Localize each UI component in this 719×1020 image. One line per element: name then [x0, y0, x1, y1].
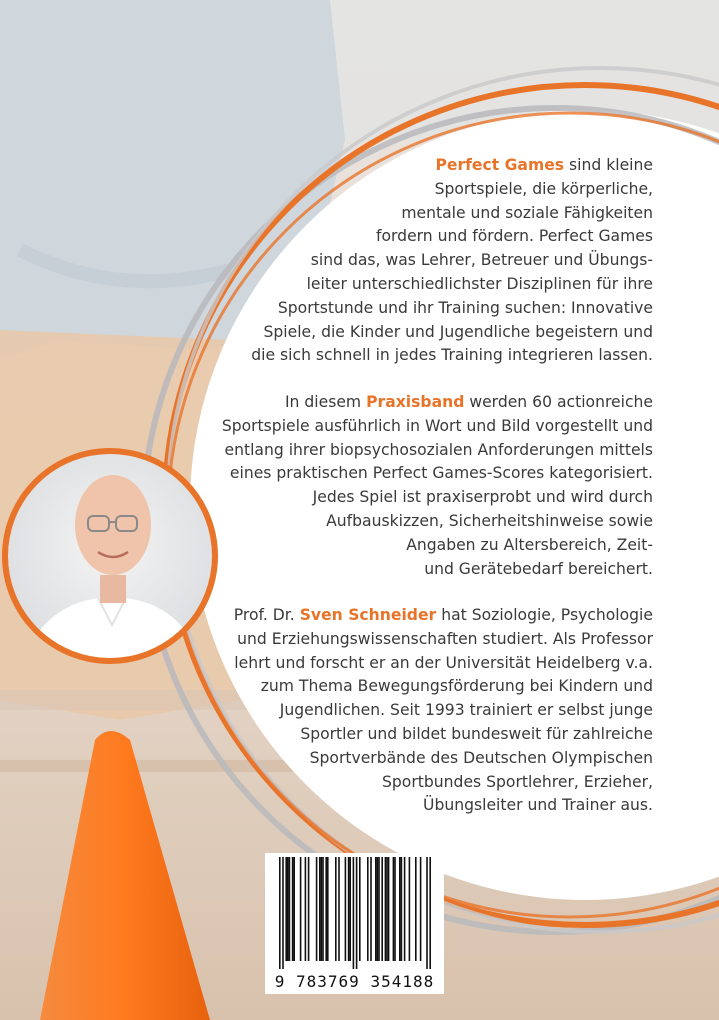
barcode-bar	[359, 857, 361, 961]
barcode-bar	[285, 857, 287, 961]
barcode-bar	[393, 857, 395, 961]
isbn-barcode	[265, 853, 444, 994]
text-segment: Aufbauskizzen, Sicherheitshinweise sowie	[326, 511, 653, 530]
barcode-bar	[327, 857, 329, 961]
text-segment: Prof. Dr.	[233, 606, 300, 624]
text-line	[251, 297, 653, 321]
barcode-bar	[321, 857, 323, 961]
text-segment: Angaben zu Altersbereich, Zeit-	[406, 535, 653, 554]
barcode-bar	[282, 857, 284, 969]
barcode-bar	[375, 857, 377, 961]
barcode-bar	[394, 857, 396, 961]
barcode-bar	[335, 857, 337, 961]
barcode-bar	[401, 857, 403, 961]
barcode-bar	[385, 857, 387, 961]
text-line	[234, 747, 653, 771]
barcode-bar	[300, 857, 302, 961]
text-segment: entlang ihrer biopsychosozialen Anforderungen mittels	[224, 440, 653, 459]
text-segment: mentale und soziale Fähigkeiten	[401, 203, 653, 222]
barcode-bar	[345, 857, 347, 961]
intro-paragraph	[251, 154, 653, 368]
barcode-bar	[388, 857, 390, 961]
text-line	[251, 321, 653, 345]
text-segment: und Gerätebedarf bereichert.	[424, 559, 653, 578]
text-segment: Sportspiele ausführlich in Wort und Bild vorgestellt und	[221, 416, 653, 435]
text-line	[251, 273, 653, 297]
text-line	[234, 604, 653, 628]
text-line	[251, 249, 653, 273]
barcode-digits: 9 783769 354188	[274, 972, 435, 991]
barcode-bar	[338, 857, 340, 961]
barcode-bar	[370, 857, 372, 961]
text-segment: werden 60 actionreiche	[464, 393, 653, 411]
text-segment: hat Soziologie, Psychologie	[436, 606, 653, 624]
text-segment: und Erziehungswissenschaften studiert. Als Professor	[237, 629, 653, 648]
text-segment: fordern und fördern. Perfect Games	[376, 227, 653, 246]
barcode-bar	[386, 857, 388, 961]
text-line	[234, 628, 653, 652]
text-line	[222, 462, 653, 486]
text-line	[234, 771, 653, 795]
text-segment: sind das, was Lehrer, Betreuer und Übungs-	[310, 251, 653, 270]
barcode-bar	[287, 857, 289, 961]
praxisband-paragraph	[222, 391, 653, 581]
text-segment: Jugendlichen. Seit 1993 trainiert er selbst junge	[279, 701, 653, 720]
text-line	[251, 154, 653, 178]
text-segment: sind kleine	[564, 156, 653, 174]
barcode-bar	[292, 857, 294, 961]
barcode-bar	[415, 857, 417, 961]
text-segment: lehrt und forscht er an der Universität Heidelberg v.a.	[234, 653, 653, 672]
text-line	[251, 202, 653, 226]
text-segment: Sportspiele, die körperliche,	[434, 179, 653, 198]
text-segment: Sportstunde und ihr Training suchen: Innovative	[277, 298, 653, 317]
author-bio-paragraph	[234, 604, 653, 818]
barcode-bar	[378, 857, 380, 961]
barcode-bar	[429, 857, 431, 969]
barcode-bar	[349, 857, 351, 961]
barcode-bar	[404, 857, 406, 961]
barcode-bar	[399, 857, 401, 961]
barcode-bar	[279, 857, 281, 969]
barcode-bar	[348, 857, 350, 961]
text-segment: Sportbundes Sportlehrer, Erzieher,	[382, 772, 653, 791]
highlighted-term: Sven Schneider	[299, 606, 437, 624]
barcode-bar	[325, 857, 327, 961]
text-line	[222, 534, 653, 558]
text-line	[222, 510, 653, 534]
barcode-bars	[265, 853, 444, 973]
text-line	[251, 178, 653, 202]
text-segment: In diesem	[284, 393, 367, 411]
barcode-bar	[353, 857, 355, 969]
barcode-bar	[305, 857, 307, 961]
text-segment: Jedes Spiel ist praxiserprobt und wird durch	[312, 488, 653, 507]
text-segment: die sich schnell in jedes Training integrieren lassen.	[251, 346, 653, 365]
text-line	[234, 699, 653, 723]
barcode-bar	[367, 857, 369, 961]
barcode-bar	[356, 857, 358, 969]
barcode-bar	[409, 857, 411, 961]
text-line	[222, 439, 653, 463]
text-line	[234, 723, 653, 747]
highlighted-term: Praxisband	[366, 393, 465, 411]
text-segment: Übungsleiter und Trainer aus.	[423, 796, 653, 815]
text-line	[222, 558, 653, 582]
text-line	[234, 675, 653, 699]
barcode-bar	[319, 857, 321, 961]
barcode-bar	[377, 857, 379, 961]
barcode-bar	[322, 857, 324, 961]
text-segment: leiter unterschiedlichster Disziplinen für ihre	[306, 274, 653, 293]
text-line	[251, 344, 653, 368]
text-segment: zum Thema Bewegungsförderung bei Kindern und	[260, 677, 653, 696]
barcode-bar	[293, 857, 295, 961]
barcode-bar	[420, 857, 422, 961]
text-segment: Sportverbände des Deutschen Olympischen	[309, 748, 653, 767]
text-line	[222, 486, 653, 510]
text-segment: Sportler und bildet bundesweit für zahlreiche	[300, 724, 653, 743]
barcode-bar	[381, 857, 383, 961]
barcode-bar	[289, 857, 291, 961]
text-segment: eines praktischen Perfect Games-Scores kategorisiert.	[229, 464, 653, 483]
highlighted-term: Perfect Games	[435, 156, 565, 174]
text-line	[234, 652, 653, 676]
text-line	[234, 794, 653, 818]
barcode-bar	[426, 857, 428, 969]
text-segment: Spiele, die Kinder und Jugendliche begeistern und	[263, 322, 653, 341]
text-line	[222, 391, 653, 415]
text-line	[251, 225, 653, 249]
text-line	[222, 415, 653, 439]
barcode-bar	[316, 857, 318, 961]
barcode-bar	[308, 857, 310, 961]
